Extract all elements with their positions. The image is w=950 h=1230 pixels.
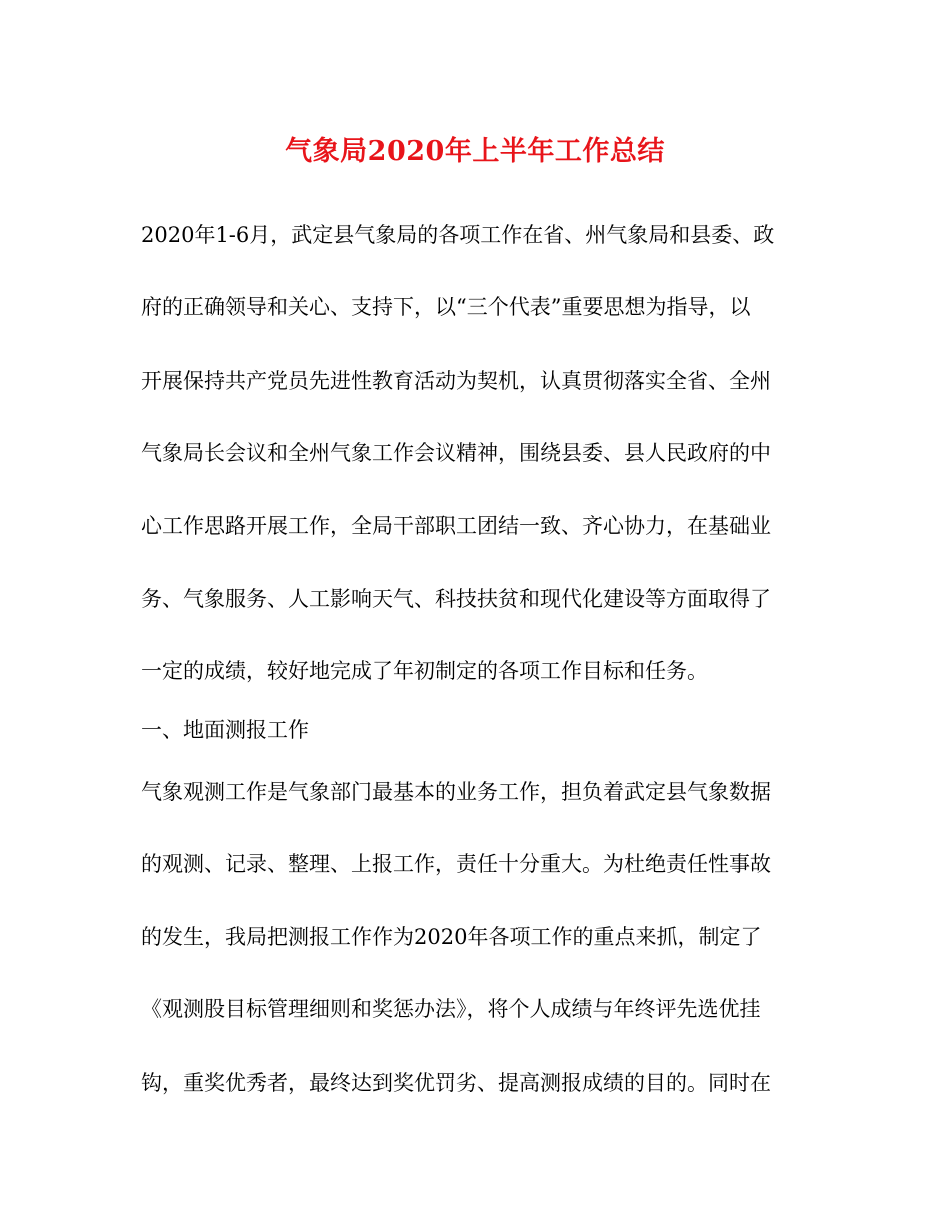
document-title: 气象局2020年上半年工作总结 (285, 136, 665, 167)
intro-line: 务、气象服务、人工影响天气、科技扶贫和现代化建设等方面取得了 (141, 587, 771, 611)
section-line: 《观测股目标管理细则和奖惩办法》，将个人成绩与年终评先选优挂 (141, 997, 761, 1021)
section-heading: 一、地面测报工作 (141, 718, 309, 742)
section-line: 气象观测工作是气象部门最基本的业务工作，担负着武定县气象数据 (141, 780, 771, 804)
intro-line: 气象局长会议和全州气象工作会议精神，围绕县委、县人民政府的中 (141, 441, 771, 465)
section-line: 钩，重奖优秀者，最终达到奖优罚劣、提高测报成绩的目的。同时在 (141, 1071, 771, 1095)
intro-line: 一定的成绩，较好地完成了年初制定的各项工作目标和任务。 (141, 659, 708, 683)
intro-line: 开展保持共产党员先进性教育活动为契机，认真贯彻落实全省、全州 (141, 369, 771, 393)
intro-line: 府的正确领导和关心、支持下，以“三个代表”重要思想为指导，以 (141, 295, 751, 319)
intro-line: 2020年1-6月，武定县气象局的各项工作在省、州气象局和县委、政 (141, 223, 775, 247)
intro-line: 心工作思路开展工作，全局干部职工团结一致、齐心协力，在基础业 (141, 514, 771, 538)
section-line: 的发生，我局把测报工作作为2020年各项工作的重点来抓，制定了 (141, 925, 762, 949)
section-line: 的观测、记录、整理、上报工作，责任十分重大。为杜绝责任性事故 (141, 852, 771, 876)
